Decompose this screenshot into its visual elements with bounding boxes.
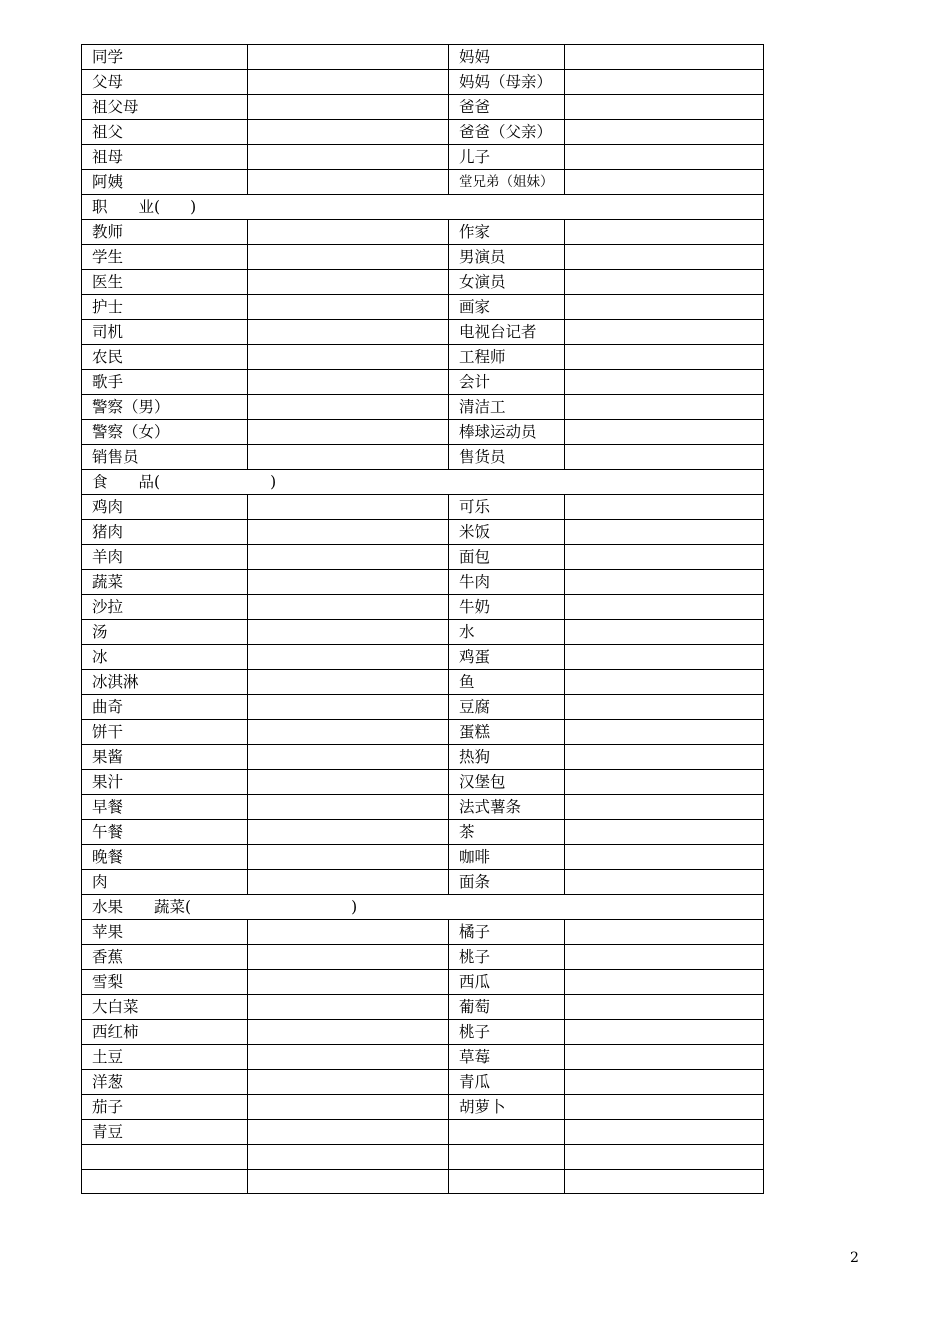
chinese-term-right: 男演员 (449, 245, 565, 270)
chinese-term-left: 果汁 (82, 770, 248, 795)
answer-cell-left[interactable] (248, 270, 449, 295)
chinese-term-right: 妈妈（母亲） (449, 70, 565, 95)
answer-cell-right[interactable] (565, 945, 764, 970)
answer-cell-right[interactable] (565, 720, 764, 745)
section-label: 水果 蔬菜( (92, 898, 192, 916)
chinese-term-right: 面条 (449, 870, 565, 895)
chinese-term-right: 米饭 (449, 520, 565, 545)
chinese-term-left: 晚餐 (82, 845, 248, 870)
answer-cell-left[interactable] (248, 970, 449, 995)
answer-cell-left[interactable] (248, 1120, 449, 1145)
answer-cell-left[interactable] (248, 1020, 449, 1045)
chinese-term-left: 学生 (82, 245, 248, 270)
table-row (82, 295, 764, 320)
chinese-term-left: 冰淇淋 (82, 670, 248, 695)
chinese-term-right: 电视台记者 (449, 320, 565, 345)
chinese-term-right: 桃子 (449, 1020, 565, 1045)
answer-cell-right[interactable] (565, 45, 764, 70)
section-header-cell (82, 195, 764, 220)
section-label: 职 业( (92, 198, 161, 216)
chinese-term-left: 警察（男） (82, 395, 248, 420)
answer-cell-right[interactable] (565, 770, 764, 795)
chinese-term-right: 热狗 (449, 745, 565, 770)
table-row (82, 620, 764, 645)
answer-cell-left[interactable] (248, 320, 449, 345)
table-row (82, 370, 764, 395)
answer-cell-right[interactable] (565, 370, 764, 395)
table-row (82, 220, 764, 245)
chinese-term-right: 汉堡包 (449, 770, 565, 795)
answer-cell-right[interactable] (565, 120, 764, 145)
chinese-term-left (82, 1145, 248, 1170)
answer-cell-left[interactable] (248, 595, 449, 620)
answer-cell-left[interactable] (248, 770, 449, 795)
answer-cell-left[interactable] (248, 220, 449, 245)
section-header-row (82, 470, 764, 495)
chinese-term-left: 青豆 (82, 1120, 248, 1145)
chinese-term-left: 冰 (82, 645, 248, 670)
section-header-row (82, 195, 764, 220)
chinese-term-right: 会计 (449, 370, 565, 395)
table-row (82, 945, 764, 970)
chinese-term-left: 司机 (82, 320, 248, 345)
chinese-term-left: 西红柿 (82, 1020, 248, 1045)
chinese-term-left: 护士 (82, 295, 248, 320)
chinese-term-left: 汤 (82, 620, 248, 645)
answer-cell-left[interactable] (248, 1070, 449, 1095)
answer-cell-left[interactable] (248, 445, 449, 470)
answer-cell-left[interactable] (248, 170, 449, 195)
chinese-term-right: 堂兄弟（姐妹） (449, 170, 565, 195)
table-row (82, 645, 764, 670)
section-header-row (82, 895, 764, 920)
answer-cell-right[interactable] (565, 620, 764, 645)
answer-cell-left[interactable] (248, 945, 449, 970)
answer-cell-right[interactable] (565, 1070, 764, 1095)
answer-cell-right[interactable] (565, 1120, 764, 1145)
table-row (82, 270, 764, 295)
table-row (82, 970, 764, 995)
chinese-term-left: 同学 (82, 45, 248, 70)
answer-cell-left[interactable] (248, 845, 449, 870)
chinese-term-right: 画家 (449, 295, 565, 320)
chinese-term-left: 雪梨 (82, 970, 248, 995)
table-row (82, 95, 764, 120)
answer-cell-right[interactable] (565, 570, 764, 595)
answer-cell-right[interactable] (565, 520, 764, 545)
chinese-term-left: 饼干 (82, 720, 248, 745)
answer-cell-left[interactable] (248, 395, 449, 420)
answer-cell-left[interactable] (248, 870, 449, 895)
answer-cell-right[interactable] (565, 695, 764, 720)
answer-cell-left[interactable] (248, 95, 449, 120)
chinese-term-right: 胡萝卜 (449, 1095, 565, 1120)
answer-cell-left[interactable] (248, 420, 449, 445)
answer-cell-right[interactable] (565, 345, 764, 370)
answer-cell-right[interactable] (565, 670, 764, 695)
table-row (82, 920, 764, 945)
table-row (82, 1120, 764, 1145)
table-row (82, 1070, 764, 1095)
table-row (82, 595, 764, 620)
chinese-term-right: 棒球运动员 (449, 420, 565, 445)
chinese-term-right: 水 (449, 620, 565, 645)
chinese-term-right (449, 1145, 565, 1170)
table-row (82, 720, 764, 745)
chinese-term-left: 午餐 (82, 820, 248, 845)
chinese-term-right: 葡萄 (449, 995, 565, 1020)
table-row (82, 345, 764, 370)
table-row (82, 745, 764, 770)
table-row (82, 320, 764, 345)
chinese-term-right: 蛋糕 (449, 720, 565, 745)
answer-cell-left[interactable] (248, 45, 449, 70)
chinese-term-right: 爸爸（父亲） (449, 120, 565, 145)
answer-cell-left[interactable] (248, 1045, 449, 1070)
chinese-term-left: 祖父 (82, 120, 248, 145)
table-row (82, 145, 764, 170)
answer-cell-right[interactable] (565, 1145, 764, 1170)
answer-cell-left[interactable] (248, 795, 449, 820)
chinese-term-right: 草莓 (449, 1045, 565, 1070)
answer-cell-right[interactable] (565, 320, 764, 345)
chinese-term-left: 医生 (82, 270, 248, 295)
table-row (82, 520, 764, 545)
answer-cell-left[interactable] (248, 520, 449, 545)
answer-cell-left[interactable] (248, 545, 449, 570)
answer-cell-right[interactable] (565, 745, 764, 770)
chinese-term-right: 售货员 (449, 445, 565, 470)
table-row (82, 845, 764, 870)
table-row (82, 695, 764, 720)
answer-cell-right[interactable] (565, 920, 764, 945)
answer-cell-right[interactable] (565, 220, 764, 245)
chinese-term-right: 牛奶 (449, 595, 565, 620)
answer-cell-right[interactable] (565, 170, 764, 195)
answer-cell-right[interactable] (565, 95, 764, 120)
chinese-term-left: 茄子 (82, 1095, 248, 1120)
chinese-term-left: 苹果 (82, 920, 248, 945)
chinese-term-right: 妈妈 (449, 45, 565, 70)
answer-cell-right[interactable] (565, 995, 764, 1020)
table-row (82, 1169, 764, 1194)
section-close-paren: ) (190, 198, 197, 216)
chinese-term-right: 工程师 (449, 345, 565, 370)
section-close-paren: ) (270, 473, 277, 491)
answer-cell-left[interactable] (248, 345, 449, 370)
answer-cell-left[interactable] (248, 1169, 449, 1194)
table-row (82, 170, 764, 195)
chinese-term-left: 父母 (82, 70, 248, 95)
answer-cell-left[interactable] (248, 670, 449, 695)
answer-cell-left[interactable] (248, 145, 449, 170)
answer-cell-right[interactable] (565, 295, 764, 320)
chinese-term-left: 祖父母 (82, 95, 248, 120)
chinese-term-right: 茶 (449, 820, 565, 845)
answer-cell-right[interactable] (565, 445, 764, 470)
chinese-term-right: 法式薯条 (449, 795, 565, 820)
table-row (82, 70, 764, 95)
chinese-term-right: 爸爸 (449, 95, 565, 120)
chinese-term-left: 羊肉 (82, 545, 248, 570)
answer-cell-left[interactable] (248, 745, 449, 770)
section-label: 食 品( (92, 473, 161, 491)
chinese-term-left: 阿姨 (82, 170, 248, 195)
chinese-term-right: 面包 (449, 545, 565, 570)
chinese-term-left: 沙拉 (82, 595, 248, 620)
chinese-term-right: 女演员 (449, 270, 565, 295)
answer-cell-right[interactable] (565, 1020, 764, 1045)
chinese-term-left: 大白菜 (82, 995, 248, 1020)
answer-cell-right[interactable] (565, 545, 764, 570)
answer-cell-right[interactable] (565, 1169, 764, 1194)
table-row (82, 445, 764, 470)
answer-cell-right[interactable] (565, 970, 764, 995)
answer-cell-left[interactable] (248, 1095, 449, 1120)
chinese-term-right: 鸡蛋 (449, 645, 565, 670)
chinese-term-left: 蔬菜 (82, 570, 248, 595)
chinese-term-left: 曲奇 (82, 695, 248, 720)
section-header-cell (82, 470, 764, 495)
answer-cell-left[interactable] (248, 570, 449, 595)
table-row (82, 1095, 764, 1120)
answer-cell-right[interactable] (565, 1045, 764, 1070)
chinese-term-left: 土豆 (82, 1045, 248, 1070)
answer-cell-right[interactable] (565, 70, 764, 95)
answer-cell-right[interactable] (565, 145, 764, 170)
answer-cell-right[interactable] (565, 645, 764, 670)
answer-cell-right[interactable] (565, 395, 764, 420)
answer-cell-right[interactable] (565, 845, 764, 870)
table-row (82, 795, 764, 820)
table-row (82, 570, 764, 595)
chinese-term-right: 可乐 (449, 495, 565, 520)
section-header-cell (82, 895, 764, 920)
page-number: 2 (850, 1250, 859, 1266)
chinese-term-right: 青瓜 (449, 1070, 565, 1095)
table-row (82, 995, 764, 1020)
table-row (82, 1020, 764, 1045)
table-row (82, 245, 764, 270)
chinese-term-right: 咖啡 (449, 845, 565, 870)
table-row (82, 395, 764, 420)
table-row (82, 1045, 764, 1070)
chinese-term-right: 清洁工 (449, 395, 565, 420)
chinese-term-right: 牛肉 (449, 570, 565, 595)
answer-cell-left[interactable] (248, 695, 449, 720)
answer-cell-left[interactable] (248, 245, 449, 270)
answer-cell-right[interactable] (565, 1095, 764, 1120)
answer-cell-right[interactable] (565, 595, 764, 620)
answer-cell-left[interactable] (248, 645, 449, 670)
chinese-term-left: 祖母 (82, 145, 248, 170)
table-row (82, 45, 764, 70)
answer-cell-left[interactable] (248, 120, 449, 145)
table-row (82, 120, 764, 145)
vocabulary-table (81, 44, 764, 1194)
chinese-term-left: 早餐 (82, 795, 248, 820)
chinese-term-left (82, 1169, 248, 1194)
chinese-term-right: 作家 (449, 220, 565, 245)
answer-cell-right[interactable] (565, 820, 764, 845)
answer-cell-left[interactable] (248, 720, 449, 745)
answer-cell-left[interactable] (248, 920, 449, 945)
section-close-paren: ) (351, 898, 358, 916)
chinese-term-right (449, 1120, 565, 1145)
chinese-term-left: 果酱 (82, 745, 248, 770)
answer-cell-right[interactable] (565, 795, 764, 820)
answer-cell-right[interactable] (565, 270, 764, 295)
answer-cell-left[interactable] (248, 70, 449, 95)
chinese-term-right: 西瓜 (449, 970, 565, 995)
table-row (82, 670, 764, 695)
answer-cell-left[interactable] (248, 495, 449, 520)
chinese-term-left: 香蕉 (82, 945, 248, 970)
answer-cell-right[interactable] (565, 870, 764, 895)
chinese-term-left: 农民 (82, 345, 248, 370)
answer-cell-right[interactable] (565, 245, 764, 270)
answer-cell-left[interactable] (248, 820, 449, 845)
answer-cell-left[interactable] (248, 995, 449, 1020)
chinese-term-right: 橘子 (449, 920, 565, 945)
chinese-term-left: 教师 (82, 220, 248, 245)
table-row (82, 1145, 764, 1170)
vocabulary-table-body (82, 45, 764, 1194)
table-row (82, 820, 764, 845)
table-row (82, 495, 764, 520)
chinese-term-left: 猪肉 (82, 520, 248, 545)
answer-cell-right[interactable] (565, 420, 764, 445)
table-row (82, 870, 764, 895)
answer-cell-left[interactable] (248, 295, 449, 320)
answer-cell-left[interactable] (248, 1145, 449, 1170)
chinese-term-right: 鱼 (449, 670, 565, 695)
chinese-term-left: 肉 (82, 870, 248, 895)
chinese-term-left: 歌手 (82, 370, 248, 395)
chinese-term-left: 洋葱 (82, 1070, 248, 1095)
chinese-term-right: 豆腐 (449, 695, 565, 720)
chinese-term-right: 儿子 (449, 145, 565, 170)
chinese-term-left: 鸡肉 (82, 495, 248, 520)
table-row (82, 420, 764, 445)
chinese-term-right: 桃子 (449, 945, 565, 970)
answer-cell-left[interactable] (248, 620, 449, 645)
answer-cell-right[interactable] (565, 495, 764, 520)
chinese-term-left: 警察（女） (82, 420, 248, 445)
table-row (82, 770, 764, 795)
chinese-term-left: 销售员 (82, 445, 248, 470)
table-row (82, 545, 764, 570)
answer-cell-left[interactable] (248, 370, 449, 395)
chinese-term-right (449, 1169, 565, 1194)
